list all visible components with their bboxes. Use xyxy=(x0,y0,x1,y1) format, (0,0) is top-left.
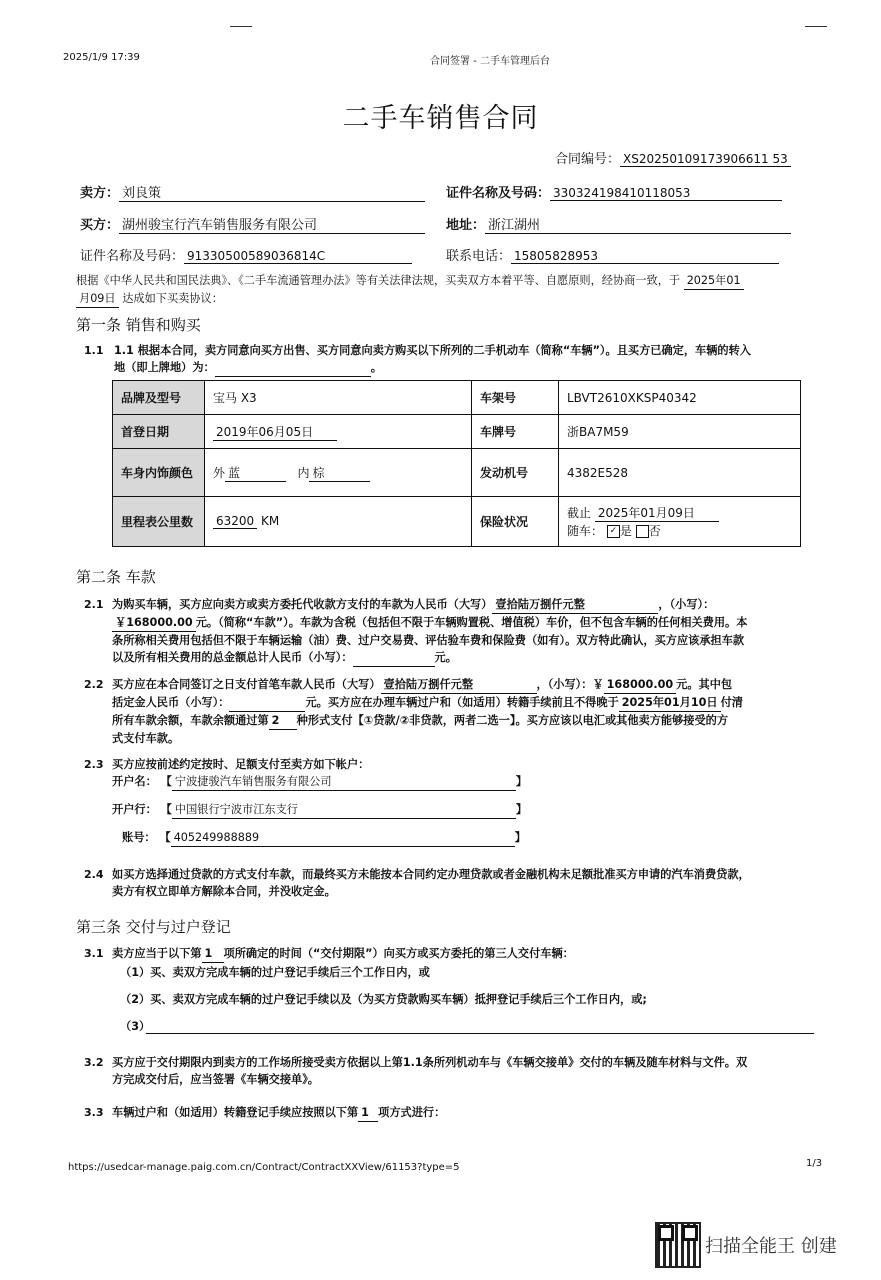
clause-3-3-text-b: 项方式进行： xyxy=(378,1106,446,1119)
clause-3-1-option-1: （1）买、卖双方完成车辆的过户登记手续后三个工作日内，或 xyxy=(120,966,430,979)
insurance-cell xyxy=(559,497,801,547)
intro-text-2: 达成如下买卖协议： xyxy=(122,292,223,305)
account-name-bracket-left: 【 xyxy=(160,775,172,788)
clause-3-1 xyxy=(112,945,574,963)
intro-date-a: 2025年01 xyxy=(684,272,744,290)
clause-2-1-number: 2.1 xyxy=(84,598,104,611)
clause-2-1-text-f: 元。 xyxy=(434,651,457,664)
clause-3-2-text-a: 买方应于交付期限内到卖方的工作场所接受卖方依据以上第1.1条所列机动车与《车辆交接单》交付的车辆及随车材料与文件。双 xyxy=(112,1056,748,1069)
clause-2-2-amount: 168000.00 xyxy=(604,676,677,694)
print-datetime: 2025/1/9 17:39 xyxy=(63,52,140,63)
clause-3-3 xyxy=(112,1104,445,1122)
seller-label: 卖方： xyxy=(80,186,120,201)
article-3-title: 第三条 交付与过户登记 xyxy=(76,918,231,936)
insurance-label: 保险状况 xyxy=(472,497,559,547)
interior-prefix: 内 xyxy=(297,465,310,480)
clause-2-1-text-e: 以及所有相关费用的总金额总计人民币（小写）： xyxy=(112,651,353,664)
insurance-prefix: 截止 xyxy=(567,506,592,520)
clause-2-2-text-f: 付清 xyxy=(720,696,743,709)
buyer-id-value: 91330500589036814C xyxy=(184,249,412,264)
account-name-bracket-right: 】 xyxy=(515,775,528,788)
insurance-date: 2025年01月09日 xyxy=(595,504,719,522)
clause-3-1-option-2: （2）买、卖双方完成车辆的过户登记手续以及（为买方贷款购买车辆）抵押登记手续后三个工作日内，或; xyxy=(120,993,647,1006)
option-yes-label: 是 xyxy=(619,524,632,538)
clause-2-2-text-c: 元。其中包 xyxy=(676,678,733,691)
account-number-label: 账号： xyxy=(122,831,156,844)
clause-2-4-text-a: 如买方选择通过贷款的方式支付车款，而最终买方未能按本合同约定办理贷款或者金融机构未足额批准买方申请的汽车消费贷款， xyxy=(112,868,750,881)
scan-mark-left xyxy=(230,26,252,27)
contract-number-value: XS20250109173906611 53 xyxy=(620,152,791,167)
account-number-row xyxy=(122,829,526,847)
intro-paragraph xyxy=(76,272,744,308)
vin-label: 车架号 xyxy=(472,381,559,415)
color-cell xyxy=(205,449,472,497)
exterior-color: 蓝 xyxy=(225,464,286,482)
bank-value: 中国银行宁波市江东支行 xyxy=(172,801,516,819)
plate-label: 车牌号 xyxy=(472,415,559,449)
color-label: 车身内饰颜色 xyxy=(113,449,205,497)
clause-2-2-text-h: 种形式支付【①贷款/②非贷款，两者二选一】。买方应该以电汇或其他卖方能够接受的方 xyxy=(296,714,729,727)
clause-3-3-text-a: 车辆过户和（如适用）转籍登记手续应按照以下第 xyxy=(112,1106,359,1119)
interior-color: 棕 xyxy=(309,464,370,482)
clause-2-2-number: 2.2 xyxy=(84,678,104,691)
clause-2-1-amount: ￥168000.00 xyxy=(112,614,196,632)
intro-date-b: 月09日 xyxy=(76,290,119,308)
document-title: 二手车销售合同 xyxy=(342,103,539,134)
bank-label: 开户行： xyxy=(112,803,157,816)
clause-3-3-number: 3.3 xyxy=(84,1106,104,1119)
scanner-watermark: 扫描全能王 创建 xyxy=(705,1236,837,1257)
engine-value: 4382E528 xyxy=(559,449,801,497)
buyer-label: 买方： xyxy=(80,218,120,233)
clause-2-2 xyxy=(112,676,743,747)
clause-1-1-end: 。 xyxy=(370,361,382,374)
clause-2-1 xyxy=(112,596,747,667)
seller-id-value: 330324198410118053 xyxy=(550,186,782,201)
clause-3-2 xyxy=(112,1054,747,1088)
follow-car-label: 随车： xyxy=(567,524,604,538)
clause-2-4-text-b: 卖方有权立即单方解除本合同，并没收定金。 xyxy=(112,885,336,898)
seller-row xyxy=(80,182,425,202)
clause-2-2-text-d: 括定金人民币（小写）： xyxy=(112,696,230,709)
brand-label: 品牌及型号 xyxy=(113,381,205,415)
clause-2-2-text-a: 买方应在本合同签订之日支付首笔车款人民币（大写） xyxy=(112,678,381,691)
clause-1-1-text-1: 1.1 根据本合同，卖方同意向买方出售、买方同意向卖方购买以下所列的二手机动车（简称“车辆”）。且买方已确定，车辆的转入 xyxy=(114,344,751,357)
account-number-bracket-left: 【 xyxy=(159,831,171,844)
buyer-address-row xyxy=(446,214,791,234)
clause-2-2-capital-amount: 壹拾陆万捌仟元整 xyxy=(381,676,537,694)
plate-value: 浙BA7M59 xyxy=(559,415,801,449)
clause-3-3-option: 1 xyxy=(358,1104,378,1122)
account-number-bracket-right: 】 xyxy=(514,831,526,844)
buyer-phone-row xyxy=(446,245,779,264)
clause-3-1-option: 1 xyxy=(202,945,224,963)
brand-value: 宝马 X3 xyxy=(205,381,472,415)
clause-3-2-text-b: 方完成交付后，应当签署《车辆交接单》。 xyxy=(112,1073,319,1086)
buyer-phone: 15805828953 xyxy=(511,249,779,264)
buyer-phone-label: 联系电话： xyxy=(446,249,512,264)
clause-3-1-text-b: 项所确定的时间（“交付期限”）向买方或买方委托的第三人交付车辆： xyxy=(223,947,574,960)
buyer-address-label: 地址： xyxy=(446,218,486,233)
clause-2-2-text-g: 所有车款余额，车款余额通过第 xyxy=(112,714,269,727)
clause-3-1-text-a: 卖方应当于以下第 xyxy=(112,947,202,960)
account-name-value: 宁波捷骏汽车销售服务有限公司 xyxy=(172,773,516,791)
page-number: 1/3 xyxy=(806,1158,823,1169)
seller-id-row xyxy=(446,182,782,201)
clause-2-2-deadline: 2025年01月10日 xyxy=(619,694,721,712)
buyer-name: 湖州骏宝行汽车销售服务有限公司 xyxy=(119,214,425,234)
bank-bracket-right: 】 xyxy=(515,803,528,816)
article-2-title: 第二条 车款 xyxy=(76,568,156,586)
scan-mark-right xyxy=(805,26,827,27)
clause-2-1-text-c: 元。（简称“车款”）。车款为含税（包括但不限于车辆购置税、增值税）车价，但不包含车辆的任何相关费用。本 xyxy=(195,616,748,629)
clause-2-2-text-i: 式支付车款。 xyxy=(112,732,180,745)
clause-2-4 xyxy=(112,866,750,900)
article-1-title: 第一条 销售和购买 xyxy=(76,316,201,334)
seller-id-label: 证件名称及号码： xyxy=(446,186,551,201)
bank-bracket-left: 【 xyxy=(160,803,172,816)
mileage-unit: KM xyxy=(261,514,280,528)
footer-url: https://usedcar-manage.paig.com.cn/Contract/ContractXXView/61153?type=5 xyxy=(68,1162,460,1173)
contract-number-label: 合同编号： xyxy=(555,152,621,167)
clause-2-2-payment-option: 2 xyxy=(269,712,297,730)
mileage-value: 63200 xyxy=(213,514,257,529)
reg-date-cell xyxy=(205,415,472,449)
clause-2-3-text: 买方应按前述约定按时、足额支付至卖方如下帐户： xyxy=(112,758,370,771)
option-3-blank-line xyxy=(146,1033,814,1034)
buyer-id-row xyxy=(80,245,412,264)
bank-row xyxy=(112,801,527,819)
clause-3-2-number: 3.2 xyxy=(84,1056,104,1069)
clause-2-1-text-b: ，（小写）： xyxy=(658,598,715,611)
reg-date-value: 2019年06月05日 xyxy=(213,423,337,441)
clause-2-1-text-a: 为购买车辆，买方应向卖方或卖方委托代收款方支付的车款为人民币（大写） xyxy=(112,598,493,611)
exterior-prefix: 外 xyxy=(213,465,226,480)
contract-number xyxy=(555,148,791,167)
buyer-row xyxy=(80,214,425,234)
clause-1-1-text-2: 地（即上牌地）为： xyxy=(114,361,215,374)
account-name-row xyxy=(112,773,527,791)
account-number-value: 405249988889 xyxy=(171,829,515,847)
clause-2-2-text-b: ，（小写）：￥ xyxy=(536,678,604,691)
vehicle-info-table xyxy=(112,380,801,547)
seller-name: 刘良策 xyxy=(119,182,425,202)
clause-3-1-option-3: （3） xyxy=(120,1020,151,1033)
option-no-label: 否 xyxy=(648,524,661,538)
print-site-title: 合同签署 - 二手车管理后台 xyxy=(430,56,550,67)
clause-1-1-number: 1.1 xyxy=(84,344,104,357)
vin-value: LBVT2610XKSP40342 xyxy=(559,381,801,415)
clause-2-2-text-e: 元。买方应在办理车辆过户和（如适用）转籍手续前且不得晚于 xyxy=(305,696,619,709)
account-name-label: 开户名： xyxy=(112,775,157,788)
clause-2-4-number: 2.4 xyxy=(84,868,104,881)
checkbox-yes-checked-icon[interactable]: ✓ xyxy=(607,525,620,538)
checkbox-no-icon[interactable] xyxy=(636,525,649,538)
buyer-id-label: 证件名称及号码： xyxy=(80,249,185,264)
clause-3-1-number: 3.1 xyxy=(84,947,104,960)
clause-2-1-capital-amount: 壹拾陆万捌仟元整 xyxy=(492,596,658,614)
intro-text-1: 根据《中华人民共和国民法典》、《二手车流通管理办法》等有关法律法规，买卖双方本着平等、自愿原则，经协商一致，于 xyxy=(76,274,681,287)
buyer-address: 浙江湖州 xyxy=(485,214,791,234)
qr-code-icon xyxy=(655,1222,701,1268)
reg-date-label: 首登日期 xyxy=(113,415,205,449)
clause-2-3-number: 2.3 xyxy=(84,758,104,771)
clause-1-1 xyxy=(114,342,751,377)
engine-label: 发动机号 xyxy=(472,449,559,497)
clause-2-1-text-d: 条所称相关费用包括但不限于车辆运输（油）费、过户交易费、评估验车费和保险费（如有）。双方特此确认，买方应该承担车款 xyxy=(112,634,745,647)
mileage-cell xyxy=(205,497,472,547)
mileage-label: 里程表公里数 xyxy=(113,497,205,547)
